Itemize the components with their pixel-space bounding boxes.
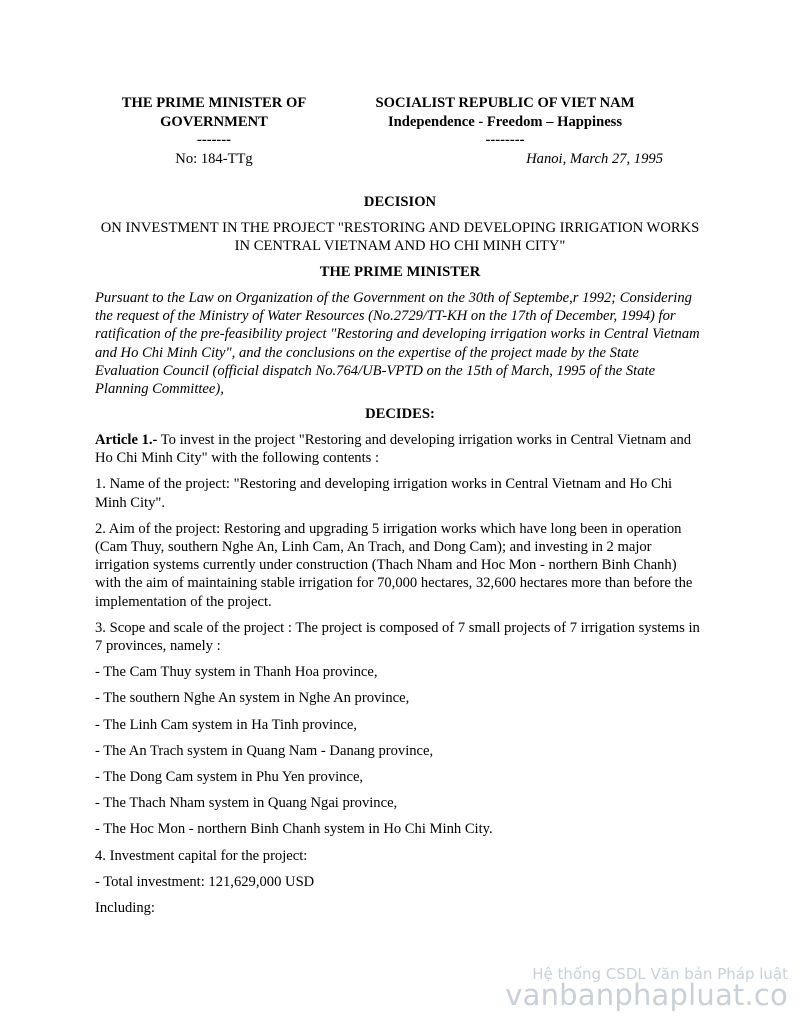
- list-item: - The southern Nghe An system in Nghe An province,: [95, 690, 410, 707]
- list-item: - The Linh Cam system in Ha Tinh province,: [95, 716, 357, 733]
- list-item: - The Thach Nham system in Quang Ngai province,: [95, 795, 398, 812]
- issue-date: Hanoi, March 27, 1995: [526, 150, 663, 167]
- article-1-label: Article 1.-: [95, 432, 158, 448]
- national-motto: Independence - Freedom – Happiness: [387, 113, 623, 130]
- decides-heading: DECIDES:: [365, 406, 435, 422]
- list-item: - The An Trach system in Quang Nam - Danang province,: [95, 742, 434, 759]
- preamble-block: [95, 289, 705, 398]
- article-1: [95, 431, 705, 467]
- decision-heading: DECISION: [363, 194, 437, 210]
- list-item: - The Hoc Mon - northern Binh Chanh system in Ho Chi Minh City.: [95, 821, 493, 838]
- issuer-name-line2: GOVERNMENT: [160, 113, 268, 130]
- paragraph: Including:: [95, 900, 155, 917]
- paragraph: 1. Name of the project: "Restoring and developing irrigation works in Central Vietnam and Ho Chi Minh City".: [95, 476, 673, 511]
- paragraph: 4. Investment capital for the project:: [95, 847, 308, 864]
- decision-subject: ON INVESTMENT IN THE PROJECT "RESTORING AND DEVELOPING IRRIGATION WORKS IN CENTRAL VIETNAM AND HO CHI MINH CITY": [100, 220, 700, 254]
- paragraph: 2. Aim of the project: Restoring and upgrading 5 irrigation works which have long been in operation (Cam Thuy, southern Nghe An, Linh Cam, An Trach, and Dong Cam); and investing in 2 major irrigation systems currently under construction (Thach Nham and Hoc Mon - northern Binh Chanh) with the aim of maintaining stable irrigation for 70,000 hectares, 32,600 hectares more than before the implementation of the project.: [95, 520, 693, 610]
- articles-body: [95, 431, 705, 925]
- national-motto-block: [345, 94, 665, 168]
- country-name: SOCIALIST REPUBLIC OF VIET NAM: [375, 95, 635, 111]
- watermark-site: vanbanphapluat.co: [505, 978, 788, 1012]
- preamble-text: Pursuant to the Law on Organization of the Government on the 30th of Septembe,r 1992; Considering the request of the Ministry of Water Resources (No.2729/TT-KH on the 17th of December, 1994) for ratification of the pre-feasibility project "Restoring and developing irrigation works in Central Vietnam and Ho Chi Minh City", and the conclusions on the expertise of the project made by the State Evaluation Council (official dispatch No.764/UB-VPTD on the 15th of March, 1995 of the State Planning Committee),: [95, 290, 700, 398]
- paragraph: 3. Scope and scale of the project : The project is composed of 7 small projects of 7 irrigation systems in 7 provinces, namely :: [95, 619, 700, 655]
- authority-heading: THE PRIME MINISTER: [319, 264, 481, 280]
- list-item: - The Cam Thuy system in Thanh Hoa province,: [95, 664, 378, 681]
- motto-separator: --------: [485, 132, 525, 148]
- watermark-caption: Hệ thống CSDL Văn bản Pháp luật: [532, 965, 788, 983]
- paragraph: - Total investment: 121,629,000 USD: [95, 873, 315, 890]
- issuer-separator: -------: [196, 132, 232, 148]
- document-number: No: 184-TTg: [175, 150, 253, 167]
- article-1-text: To invest in the project "Restoring and developing irrigation works in Central Vietnam and Ho Chi Minh City" with the following contents :: [95, 432, 692, 467]
- issuer-name-line1: THE PRIME MINISTER OF: [121, 95, 307, 111]
- issuer-block: [95, 94, 333, 168]
- list-item: - The Dong Cam system in Phu Yen province,: [95, 769, 364, 786]
